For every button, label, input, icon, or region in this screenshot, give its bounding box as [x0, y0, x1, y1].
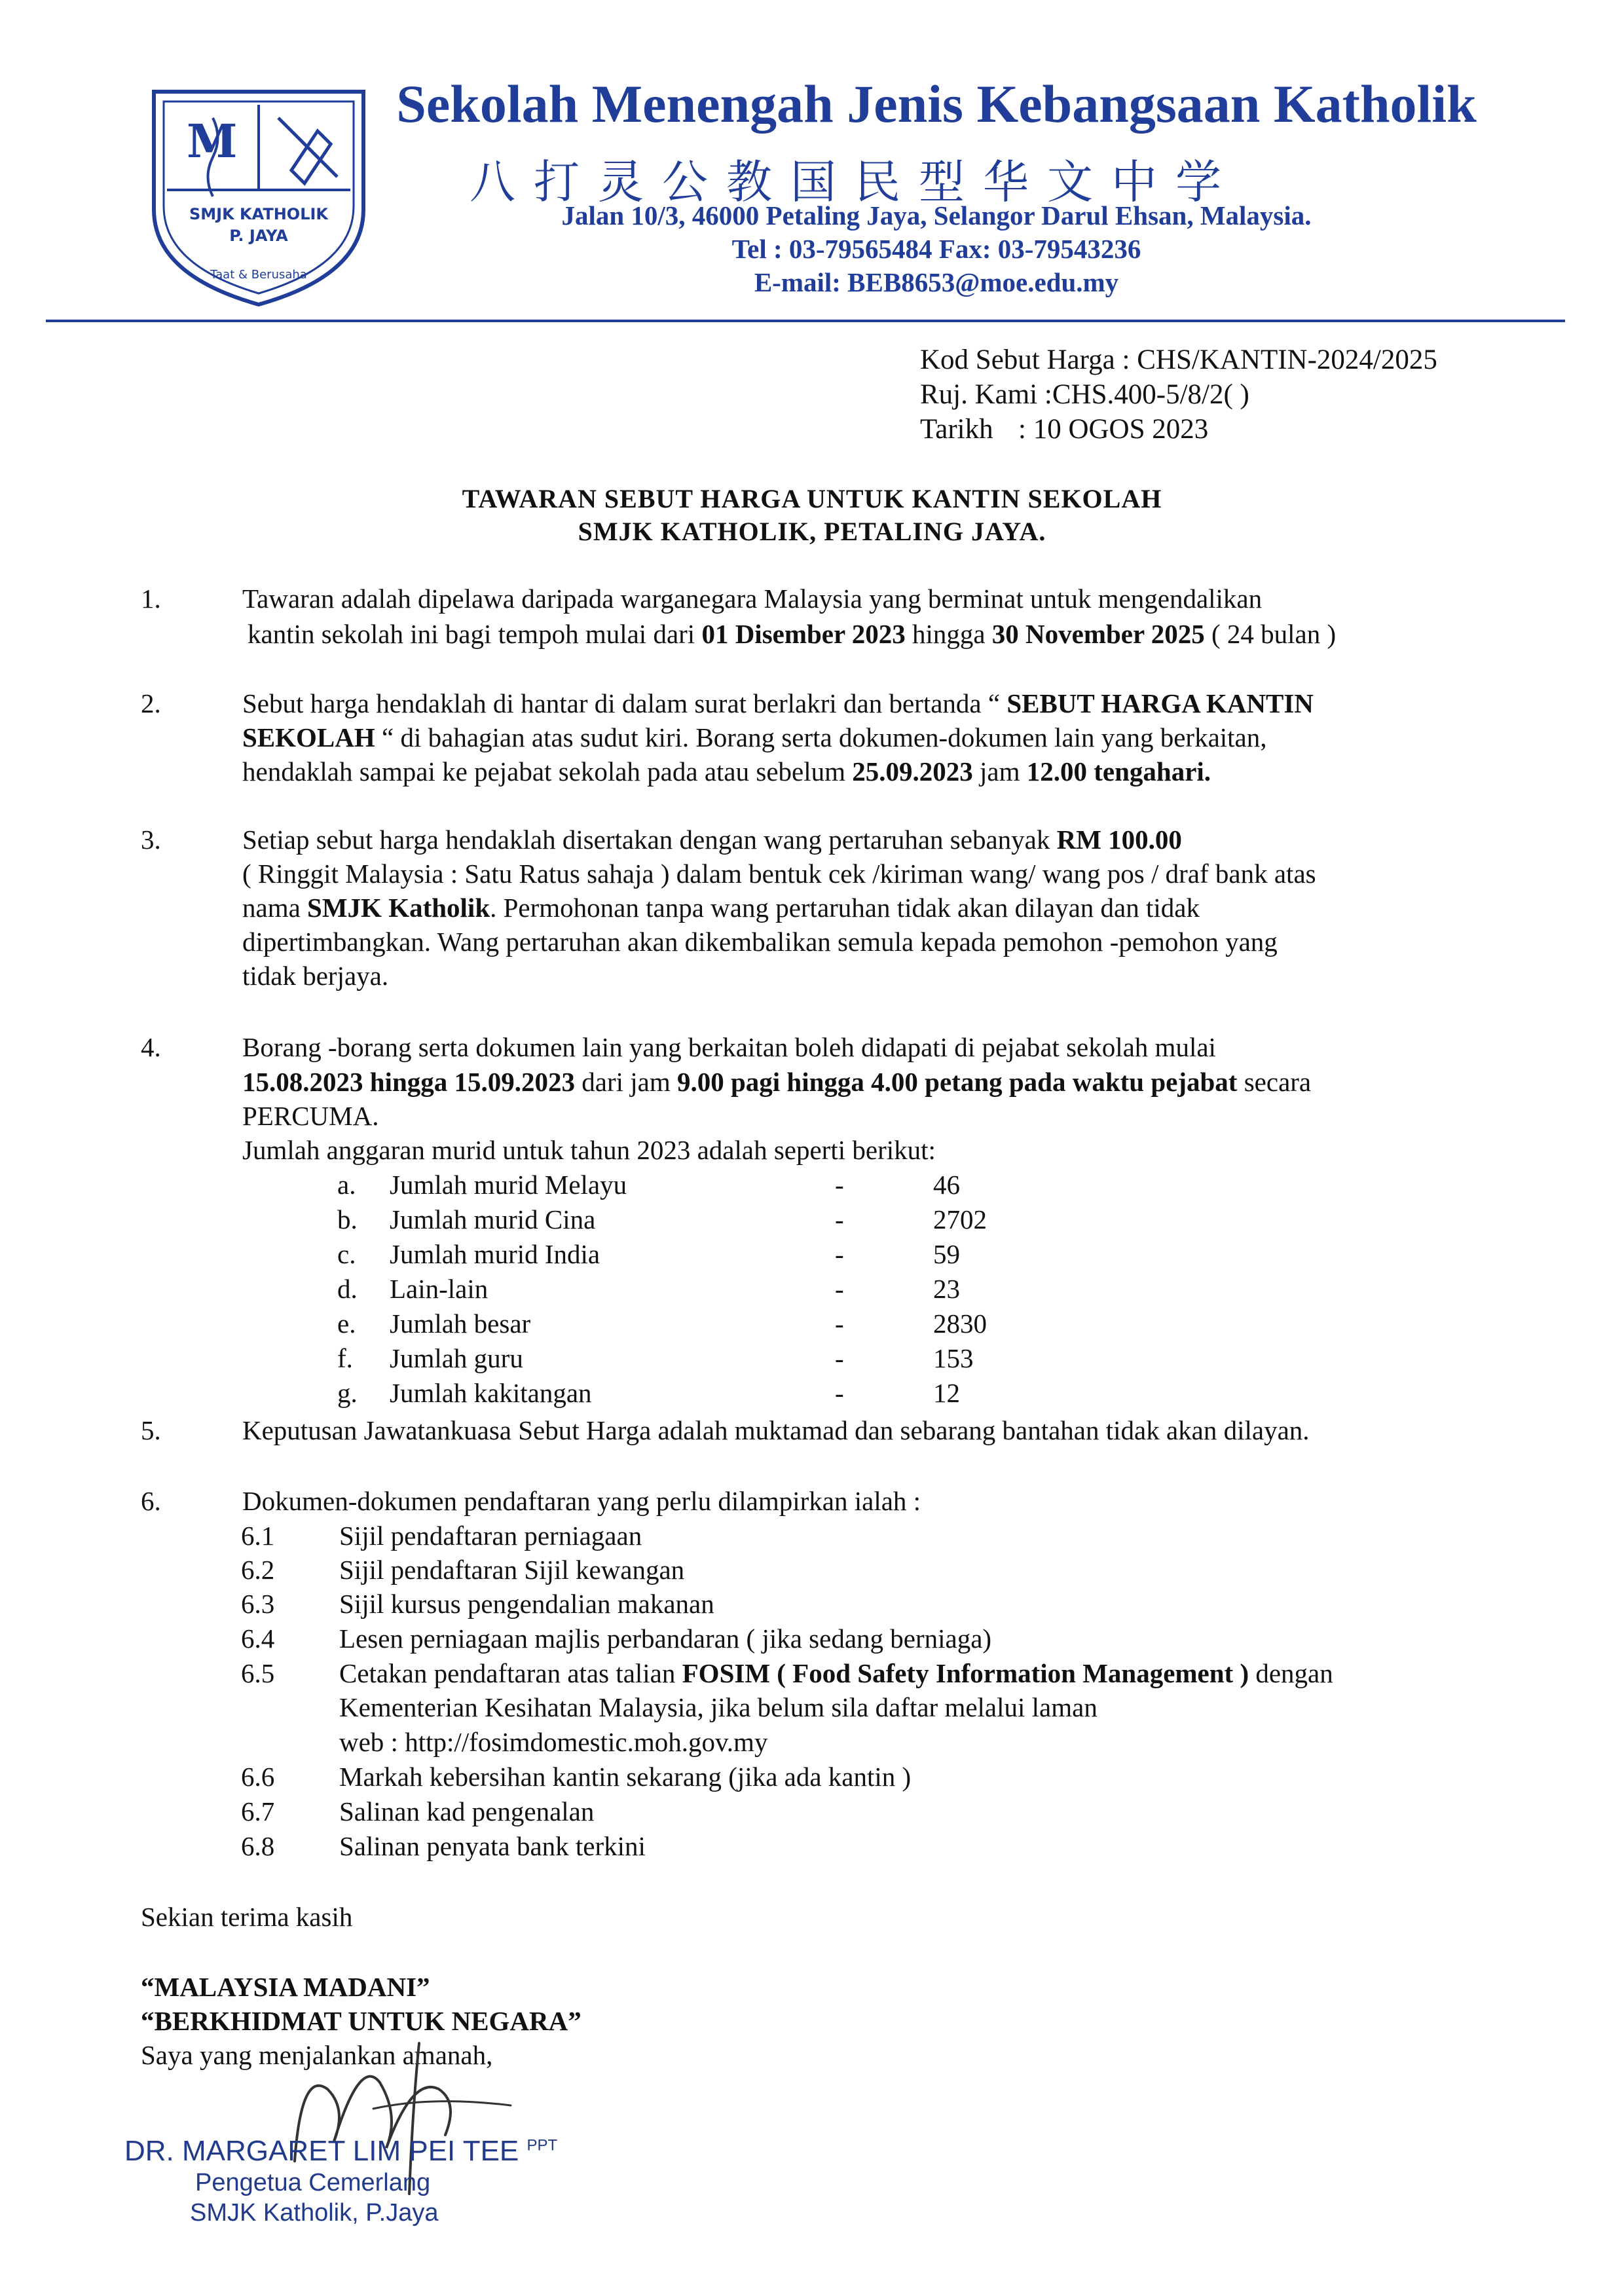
item1-line1: Tawaran adalah dipelawa daripada warganegara Malaysia yang berminat untuk mengendalikan — [242, 583, 1263, 614]
item3-line2: ( Ringgit Malaysia : Satu Ratus sahaja ) dalam bentuk cek /kiriman wang/ wang pos / draf bank atas — [242, 859, 1316, 889]
item-number: 6. — [141, 1486, 161, 1516]
stat-letter: f. — [337, 1343, 353, 1373]
school-name: Sekolah Menengah Jenis Kebangsaan Katholik — [396, 74, 1477, 134]
school-name-chinese: 八打灵公教国民型华文中学 — [470, 155, 1240, 209]
stat-letter: b. — [337, 1204, 358, 1234]
item6-line1: Dokumen-dokumen pendaftaran yang perlu dilampirkan ialah : — [242, 1486, 921, 1516]
item-number: 5. — [141, 1415, 161, 1445]
doc-label: Lesen perniagaan majlis perbandaran ( jika sedang berniaga) — [339, 1623, 992, 1654]
quote-code: Kod Sebut Harga : CHS/KANTIN-2024/2025 — [920, 344, 1437, 375]
doc-number: 6.3 — [241, 1589, 275, 1619]
item-number: 2. — [141, 688, 161, 718]
item-number: 3. — [141, 824, 161, 855]
doc-number: 6.7 — [241, 1796, 275, 1826]
doc-label: Markah kebersihan kantin sekarang (jika ada kantin ) — [339, 1762, 912, 1792]
signatory-position: Pengetua Cemerlang — [195, 2169, 431, 2196]
stat-dash: - — [835, 1204, 844, 1234]
stat-value: 12 — [933, 1378, 960, 1408]
doc-label: Salinan penyata bank terkini — [339, 1831, 646, 1861]
signatory-name: DR. MARGARET LIM PEI TEE $^{PPT}$ — [124, 2135, 558, 2167]
stat-value: 2830 — [933, 1308, 987, 1339]
stat-label: Jumlah murid India — [390, 1239, 600, 1269]
item4-line2: 15.08.2023 hingga 15.09.2023 dari jam 9.00 pagi hingga 4.00 petang pada waktu pejabat secara — [242, 1067, 1312, 1097]
item2-line2: SEKOLAH “ di bahagian atas sudut kiri. Borang serta dokumen-dokumen lain yang berkaitan, — [242, 722, 1267, 752]
doc-number: 6.6 — [241, 1762, 275, 1792]
date-value: : 10 OGOS 2023 — [1018, 414, 1209, 445]
signatory-school: SMJK Katholik, P.Jaya — [190, 2199, 439, 2227]
item1-line2: kantin sekolah ini bagi tempoh mulai dari 01 Disember 2023 hingga 30 November 2025 ( 24 bulan ) — [248, 619, 1337, 649]
doc-label: Sijil pendaftaran Sijil kewangan — [339, 1555, 685, 1585]
stat-value: 2702 — [933, 1204, 987, 1234]
stat-label: Jumlah besar — [390, 1308, 531, 1339]
stat-letter: a. — [337, 1170, 356, 1200]
crest-text-city: P. JAYA — [229, 227, 288, 245]
item2-line1: Sebut harga hendaklah di hantar di dalam surat berlakri dan bertanda “ SEBUT HARGA KANTIN — [242, 688, 1314, 718]
stat-dash: - — [835, 1274, 844, 1304]
doc-label: Salinan kad pengenalan — [339, 1796, 595, 1826]
doc-number: 6.2 — [241, 1555, 275, 1585]
item2-line3: hendaklah sampai ke pejabat sekolah pada atau sebelum 25.09.2023 jam 12.00 tengahari. — [242, 756, 1211, 787]
letter-date — [920, 413, 1208, 445]
stat-dash: - — [835, 1308, 844, 1339]
stat-dash: - — [835, 1239, 844, 1269]
doc-label: Cetakan pendaftaran atas talian FOSIM ( Food Safety Information Management ) dengan — [339, 1658, 1333, 1688]
stat-value: 23 — [933, 1274, 960, 1304]
stat-dash: - — [835, 1378, 844, 1408]
closing-trust: Saya yang menjalankan amanah, — [141, 2040, 493, 2070]
doc-number: 6.1 — [241, 1521, 275, 1551]
item5-line1: Keputusan Jawatankuasa Sebut Harga adalah muktamad dan sebarang bantahan tidak akan dilayan. — [242, 1415, 1310, 1445]
crest-motto: Taat & Berusaha — [210, 268, 307, 282]
stat-value: 46 — [933, 1170, 960, 1200]
stat-label: Jumlah guru — [390, 1343, 523, 1373]
item3-line4: dipertimbangkan. Wang pertaruhan akan dikembalikan semula kepada pemohon -pemohon yang — [242, 927, 1278, 957]
stat-label: Jumlah murid Melayu — [390, 1170, 627, 1200]
closing-thanks: Sekian terima kasih — [141, 1902, 353, 1932]
doc-label-web: web : http://fosimdomestic.moh.gov.my — [339, 1727, 768, 1757]
doc-number: 6.8 — [241, 1831, 275, 1861]
document-subtitle: SMJK KATHOLIK, PETALING JAYA. — [578, 517, 1046, 546]
school-crest-logo — [141, 79, 377, 311]
item4-line1: Borang -borang serta dokumen lain yang berkaitan boleh didapati di pejabat sekolah mulai — [242, 1032, 1216, 1062]
stat-value: 153 — [933, 1343, 974, 1373]
document-title: TAWARAN SEBUT HARGA UNTUK KANTIN SEKOLAH — [462, 484, 1162, 513]
school-email: E-mail: BEB8653@moe.edu.my — [754, 267, 1119, 297]
stat-value: 59 — [933, 1239, 960, 1269]
item-number: 1. — [141, 583, 161, 614]
signatory-honor: PPT — [526, 2136, 558, 2155]
crest-text-top: SMJK KATHOLIK — [189, 205, 329, 223]
date-label: Tarikh — [920, 414, 993, 445]
stat-letter: c. — [337, 1239, 356, 1269]
doc-label: Sijil kursus pengendalian makanan — [339, 1589, 714, 1619]
svg-text:M: M — [187, 114, 238, 168]
stat-dash: - — [835, 1343, 844, 1373]
doc-number: 6.5 — [241, 1658, 275, 1688]
stat-label: Lain-lain — [390, 1274, 489, 1304]
item3-line1: Setiap sebut harga hendaklah disertakan dengan wang pertaruhan sebanyak RM 100.00 — [242, 824, 1182, 855]
item4-line4: Jumlah anggaran murid untuk tahun 2023 adalah seperti berikut: — [242, 1135, 936, 1165]
item3-line5: tidak berjaya. — [242, 961, 389, 991]
item3-line3: nama SMJK Katholik. Permohonan tanpa wang pertaruhan tidak akan dilayan dan tidak — [242, 893, 1200, 923]
school-phone-fax: Tel : 03-79565484 Fax: 03-79543236 — [731, 234, 1141, 264]
doc-label: Sijil pendaftaran perniagaan — [339, 1521, 642, 1551]
our-reference: Ruj. Kami :CHS.400-5/8/2( ) — [920, 379, 1249, 410]
stat-label: Jumlah murid Cina — [390, 1204, 596, 1234]
letterhead-divider — [46, 320, 1565, 322]
stat-letter: d. — [337, 1274, 358, 1304]
stat-dash: - — [835, 1170, 844, 1200]
school-address: Jalan 10/3, 46000 Petaling Jaya, Selangor Darul Ehsan, Malaysia. — [561, 200, 1312, 231]
stat-letter: g. — [337, 1378, 358, 1408]
doc-label-cont: Kementerian Kesihatan Malaysia, jika belum sila daftar melalui laman — [339, 1692, 1098, 1722]
stat-label: Jumlah kakitangan — [390, 1378, 592, 1408]
item4-line3: PERCUMA. — [242, 1101, 379, 1131]
slogan-madani: “MALAYSIA MADANI” — [141, 1972, 430, 2002]
slogan-berkhidmat: “BERKHIDMAT UNTUK NEGARA” — [141, 2006, 581, 2036]
item-number: 4. — [141, 1032, 161, 1062]
stat-letter: e. — [337, 1308, 356, 1339]
doc-number: 6.4 — [241, 1623, 275, 1654]
